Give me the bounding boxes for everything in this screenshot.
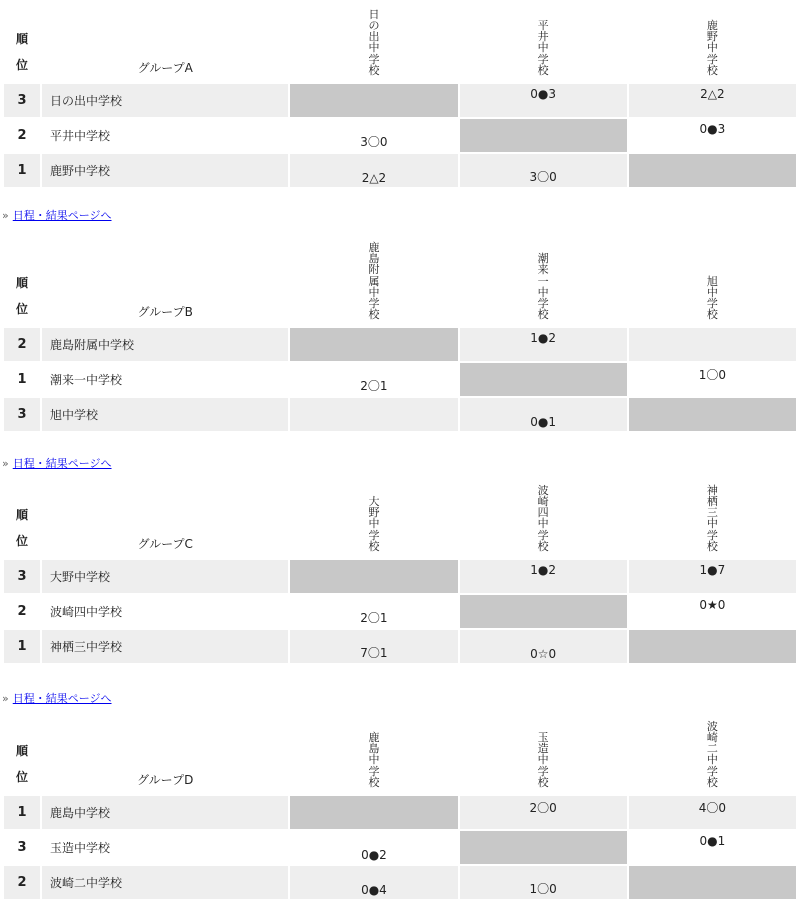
schedule-results-link[interactable]: 日程・結果ページへ: [12, 692, 112, 705]
schedule-link-line: [2, 690, 112, 706]
table-row: [4, 154, 796, 187]
rank-cell: 2: [17, 128, 27, 143]
group-title: グループA: [137, 61, 193, 75]
raquo-icon: »: [2, 457, 9, 470]
result-cell: [460, 796, 627, 829]
team-name-cell: 平井中学校: [50, 129, 111, 143]
result-score: 0●3: [530, 87, 557, 101]
result-cell: [290, 595, 457, 628]
rank-header: [4, 2, 40, 82]
opponent-header: [460, 714, 627, 794]
result-score: 0☆0: [530, 647, 557, 661]
result-score: 4〇0: [698, 801, 727, 815]
schedule-link-line: [2, 207, 112, 223]
opponent-header: [460, 2, 627, 82]
opponent-name: 鹿野中学校: [706, 18, 718, 77]
rank-cell: 3: [17, 840, 27, 855]
result-score: 7〇1: [360, 646, 388, 660]
standings-table: [2, 476, 798, 665]
rank-cell: 2: [4, 866, 40, 899]
self-match-cell: [629, 398, 796, 431]
rank-cell: 2: [4, 328, 40, 361]
header-row: [4, 242, 796, 326]
self-match-cell: [290, 560, 457, 593]
result-cell: [460, 866, 627, 899]
standings-table: [2, 0, 798, 189]
result-cell: [629, 595, 796, 628]
opponent-header: [460, 242, 627, 326]
rank-header: [4, 242, 40, 326]
result-cell: [460, 154, 627, 187]
opponent-header: [460, 478, 627, 558]
table-row: [4, 831, 796, 864]
result-score: 1〇0: [698, 368, 727, 383]
opponent-name: 日の出中学校: [368, 7, 380, 77]
result-cell: [290, 119, 457, 152]
schedule-results-link[interactable]: 日程・結果ページへ: [12, 457, 112, 470]
opponent-name: 鹿島附属中学校: [368, 241, 380, 322]
opponent-header: [290, 714, 457, 794]
opponent-header: [290, 478, 457, 558]
opponent-header: [290, 2, 457, 82]
rank-cell: 3: [4, 398, 40, 431]
result-score: 0●1: [699, 834, 726, 848]
self-match-cell: [460, 831, 627, 864]
table-row: [4, 796, 796, 829]
self-match-cell: [290, 84, 457, 117]
opponent-header: [629, 2, 796, 82]
result-cell: [290, 866, 457, 899]
result-cell: [629, 831, 796, 864]
team-name-cell: 旭中学校: [42, 398, 288, 431]
table-row: [4, 595, 796, 628]
result-cell: [629, 328, 796, 361]
team-name-cell: 鹿島附属中学校: [42, 328, 288, 361]
result-score: 1●7: [699, 563, 726, 577]
result-score: 0●2: [361, 848, 387, 862]
result-cell: [290, 154, 457, 187]
result-score: 2△2: [700, 87, 725, 101]
result-score: 1●2: [530, 331, 557, 346]
table-row: [4, 84, 796, 117]
team-name-cell: 神栖三中学校: [42, 630, 288, 663]
team-name-cell: 波崎二中学校: [42, 866, 288, 899]
result-score: 0★0: [699, 598, 726, 612]
header-row: [4, 714, 796, 794]
rank-cell: 1: [4, 154, 40, 187]
result-cell: [460, 630, 627, 663]
team-name-cell: 鹿島中学校: [42, 796, 288, 829]
team-name-cell: 玉造中学校: [50, 841, 111, 855]
team-name-cell: 大野中学校: [42, 560, 288, 593]
table-row: [4, 398, 796, 431]
table-row: [4, 363, 796, 396]
header-row: [4, 478, 796, 558]
rank-header: [4, 714, 40, 794]
group-title: グループD: [137, 773, 194, 787]
group-table-1: [0, 0, 800, 189]
opponent-name: 神栖三中学校: [706, 483, 718, 553]
schedule-link-line: [2, 455, 112, 471]
rank-header-label: 順位: [16, 508, 29, 548]
self-match-cell: [629, 630, 796, 663]
result-score: 0●3: [699, 122, 726, 136]
opponent-name: 大野中学校: [368, 494, 380, 553]
table-row: [4, 560, 796, 593]
opponent-name: 鹿島中学校: [368, 730, 380, 789]
schedule-results-link[interactable]: 日程・結果ページへ: [12, 209, 112, 222]
table-row: [4, 119, 796, 152]
opponent-header: [629, 714, 796, 794]
result-score: 2〇0: [529, 801, 557, 815]
result-score: 2△2: [361, 171, 387, 185]
raquo-icon: »: [2, 209, 9, 222]
group-table-4: [0, 712, 800, 901]
opponent-header: [290, 242, 457, 326]
table-row: [4, 328, 796, 361]
self-match-cell: [460, 363, 627, 396]
result-cell: [290, 363, 457, 396]
result-cell: [460, 328, 627, 361]
opponent-name: 平井中学校: [537, 18, 549, 77]
self-match-cell: [290, 328, 457, 361]
result-cell: [629, 119, 796, 152]
result-cell: [629, 796, 796, 829]
rank-cell: 1: [4, 796, 40, 829]
result-cell: [460, 84, 627, 117]
result-cell: [460, 560, 627, 593]
group-title: グループB: [137, 305, 193, 320]
rank-cell: 1: [17, 372, 27, 388]
result-score: 1〇0: [529, 882, 557, 896]
opponent-header: [629, 242, 796, 326]
rank-header-label: 順位: [16, 276, 29, 317]
result-score: 3〇0: [529, 170, 557, 184]
rank-header: [4, 478, 40, 558]
result-cell: [460, 398, 627, 431]
result-score: 0●1: [530, 415, 557, 430]
opponent-name: 波崎四中学校: [537, 483, 549, 553]
self-match-cell: [629, 154, 796, 187]
header-row: [4, 2, 796, 82]
result-score: 3〇0: [360, 135, 388, 149]
team-name-cell: 潮来一中学校: [50, 373, 123, 388]
rank-header-label: 順位: [16, 744, 29, 784]
self-match-cell: [629, 866, 796, 899]
rank-cell: 3: [4, 560, 40, 593]
result-cell: [629, 560, 796, 593]
standings-table: [2, 712, 798, 901]
opponent-name: 玉造中学校: [537, 730, 549, 789]
result-score: 2〇1: [360, 611, 388, 625]
opponent-header: [629, 478, 796, 558]
opponent-name: 波崎二中学校: [706, 719, 718, 789]
rank-header-label: 順位: [16, 32, 29, 72]
rank-cell: 2: [17, 604, 27, 619]
table-row: [4, 866, 796, 899]
opponent-name: 潮来一中学校: [537, 252, 549, 322]
group-table-2: [0, 240, 800, 433]
result-cell: [629, 84, 796, 117]
raquo-icon: »: [2, 692, 9, 705]
result-cell: [290, 398, 457, 431]
group-title: グループC: [137, 537, 193, 551]
self-match-cell: [460, 595, 627, 628]
result-score: 0●4: [361, 883, 387, 897]
rank-cell: 3: [4, 84, 40, 117]
result-cell: [629, 363, 796, 396]
group-table-3: [0, 476, 800, 665]
result-score: 2〇1: [360, 379, 388, 394]
team-name-cell: 鹿野中学校: [42, 154, 288, 187]
team-name-cell: 日の出中学校: [42, 84, 288, 117]
opponent-name: 旭中学校: [706, 274, 718, 322]
self-match-cell: [460, 119, 627, 152]
result-cell: [290, 831, 457, 864]
self-match-cell: [290, 796, 457, 829]
team-name-cell: 波崎四中学校: [50, 605, 123, 619]
table-row: [4, 630, 796, 663]
rank-cell: 1: [4, 630, 40, 663]
result-cell: [290, 630, 457, 663]
standings-table: [2, 240, 798, 433]
result-score: 1●2: [530, 563, 557, 577]
